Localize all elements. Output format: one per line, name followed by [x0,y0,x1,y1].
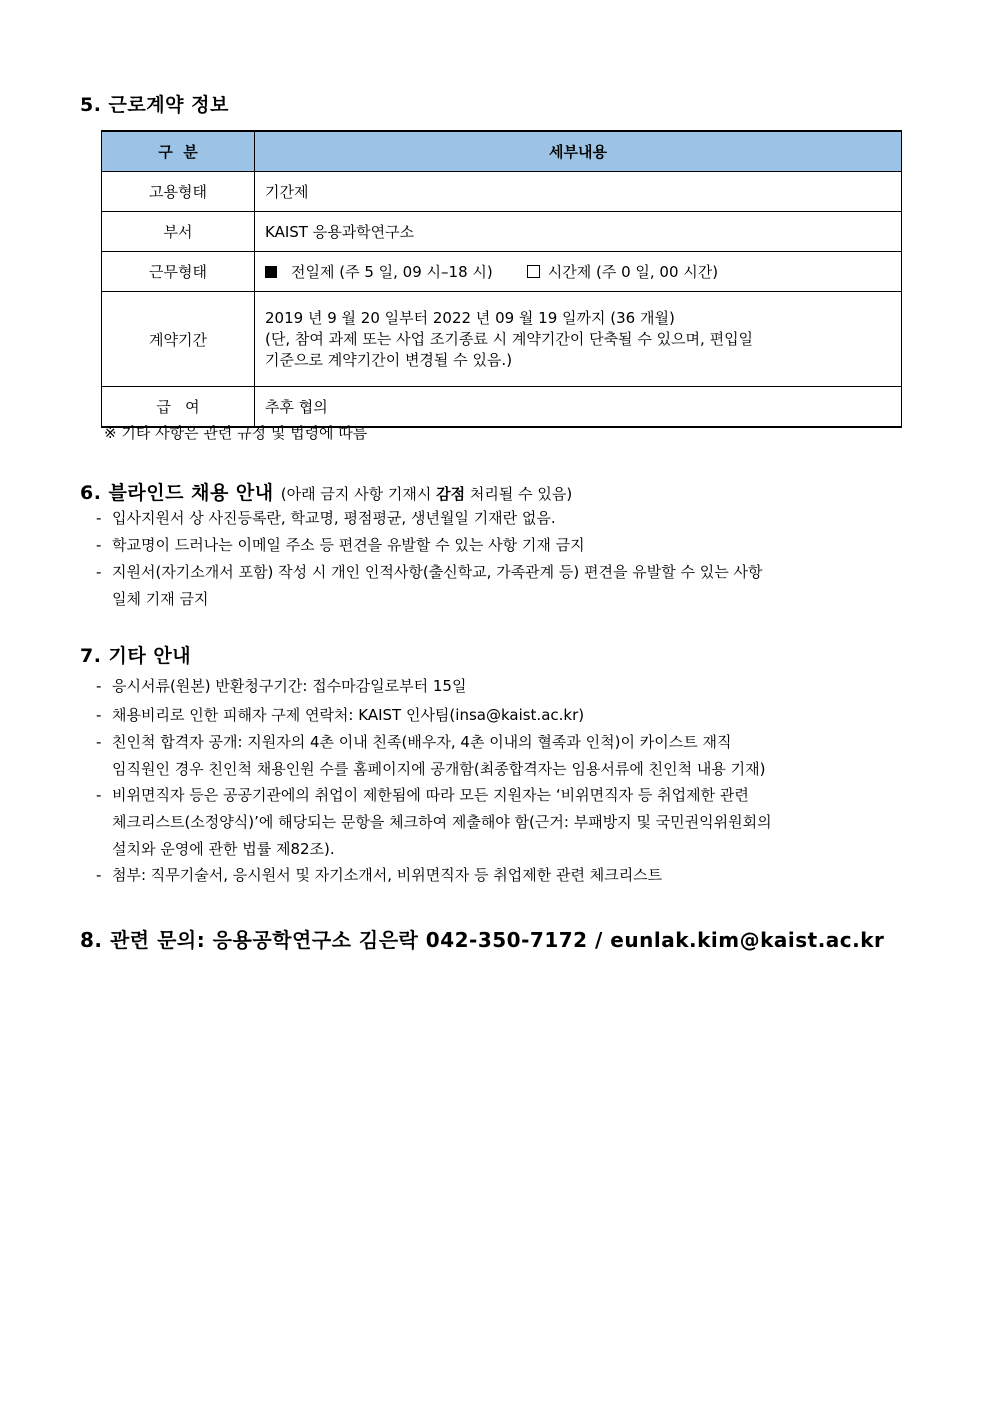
list-item: - 입사지원서 상 사진등록란, 학교명, 평점평균, 생년월일 기재란 없음. [96,509,556,527]
row-value-work-type [255,252,902,292]
list-item-text: 채용비리로 인한 피해자 구제 연락처: KAIST 인사팀(insa@kaist.ac.kr) [112,706,585,724]
table-row [102,292,902,387]
contract-period-line: 기준으로 계약기간이 변경될 수 있음.) [265,350,513,369]
contract-period-line: (단, 참여 과제 또는 사업 조기종료 시 계약기간이 단축될 수 있으며, 편입일 [265,329,754,348]
row-label-employment-type: 고용형태 [102,172,255,212]
table-row [102,387,902,428]
option-part-time: 시간제 (주 0 일, 00 시간) [547,263,719,281]
option-full-time: 전일제 (주 5 일, 09 시–18 시) [291,263,493,281]
section-7-heading: 7. 기타 안내 [80,645,192,667]
section-8-heading: 8. 관련 문의: 응용공학연구소 김은락 042-350-7172 / eunlak.kim@kaist.ac.kr [80,928,885,952]
list-item-text: 첨부: 직무기술서, 응시원서 및 자기소개서, 비위면직자 등 취업제한 관련 체크리스트 [112,866,663,884]
row-value-salary: 추후 협의 [255,387,902,428]
list-item-continuation: 일체 기재 금지 [112,590,209,608]
list-item: - 학교명이 드러나는 이메일 주소 등 편견을 유발할 수 있는 사항 기재 금지 [96,536,585,554]
checked-box-icon [265,266,277,278]
header-details: 세부내용 [255,131,902,172]
list-item-text: 지원서(자기소개서 포함) 작성 시 개인 인적사항(출신학교, 가족관계 등) 편견을 유발할 수 있는 사항 [112,563,763,581]
row-value-contract-period [255,292,902,387]
contract-info-table [101,130,902,428]
table-note: ※ 기타 사항은 관련 규정 및 법령에 따름 [104,424,368,442]
list-item-text: 학교명이 드러나는 이메일 주소 등 편견을 유발할 수 있는 사항 기재 금지 [112,536,585,554]
list-item-text: 친인척 합격자 공개: 지원자의 4촌 이내 친족(배우자, 4촌 이내의 혈족과 인척)이 카이스트 재직 [112,733,732,751]
subtitle-bold-text: 감점 [436,485,466,503]
section-6-subtitle [281,485,572,503]
section-6-title: 6. 블라인드 채용 안내 [80,482,274,504]
list-item-text: 비위면직자 등은 공공기관에의 취업이 제한됨에 따라 모든 지원자는 ‘비위면직자 등 취업제한 관련 [112,786,749,804]
list-item-text: 입사지원서 상 사진등록란, 학교명, 평점평균, 생년월일 기재란 없음. [112,509,556,527]
table-row [102,252,902,292]
contract-period-line: 2019 년 9 월 20 일부터 2022 년 09 월 19 일까지 (36 개월) [265,308,675,327]
row-value-department: KAIST 응용과학연구소 [255,212,902,252]
list-item-continuation: 체크리스트(소정양식)’에 해당되는 문항을 체크하여 제출해야 함(근거: 부패방지 및 국민권익위원회의 [112,813,772,831]
list-item: - 첨부: 직무기술서, 응시원서 및 자기소개서, 비위면직자 등 취업제한 관련 체크리스트 [96,866,663,884]
row-value-employment-type: 기간제 [255,172,902,212]
list-item: - 응시서류(원본) 반환청구기간: 접수마감일로부터 15일 [96,677,467,695]
list-item: - 비위면직자 등은 공공기관에의 취업이 제한됨에 따라 모든 지원자는 ‘비위면직자 등 취업제한 관련 체크리스트(소정양식)’에 해당되는 문항을 체크하여 제출해야 함(근거: 부패방지 및 국민권익위원회의 설치와 운영에 관한 법률 제82조). [96,782,896,863]
row-label-salary: 급 여 [102,387,255,428]
header-category: 구 분 [102,131,255,172]
unchecked-box-icon [527,265,540,278]
list-item: - 지원서(자기소개서 포함) 작성 시 개인 인적사항(출신학교, 가족관계 등) 편견을 유발할 수 있는 사항 일체 기재 금지 [96,559,896,613]
list-item: - 채용비리로 인한 피해자 구제 연락처: KAIST 인사팀(insa@kaist.ac.kr) [96,706,585,724]
list-item-continuation: 임직원인 경우 친인척 채용인원 수를 홈페이지에 공개함(최종합격자는 임용서류에 친인척 내용 기재) [112,760,766,778]
row-label-contract-period: 계약기간 [102,292,255,387]
row-label-work-type: 근무형태 [102,252,255,292]
subtitle-text: (아래 금지 사항 기재시 [280,485,437,503]
section-6-heading [80,478,572,505]
list-item-continuation: 설치와 운영에 관한 법률 제82조). [112,840,335,858]
row-label-department: 부서 [102,212,255,252]
table-row [102,212,902,252]
list-item-text: 응시서류(원본) 반환청구기간: 접수마감일로부터 15일 [112,677,467,695]
subtitle-text: 처리될 수 있음) [465,485,573,503]
table-row [102,172,902,212]
list-item: - 친인척 합격자 공개: 지원자의 4촌 이내 친족(배우자, 4촌 이내의 혈족과 인척)이 카이스트 재직 임직원인 경우 친인척 채용인원 수를 홈페이지에 공개함(최종합격자는 임용서류에 친인척 내용 기재) [96,729,896,783]
section-5-heading: 5. 근로계약 정보 [80,94,229,116]
table-header-row [102,131,902,172]
